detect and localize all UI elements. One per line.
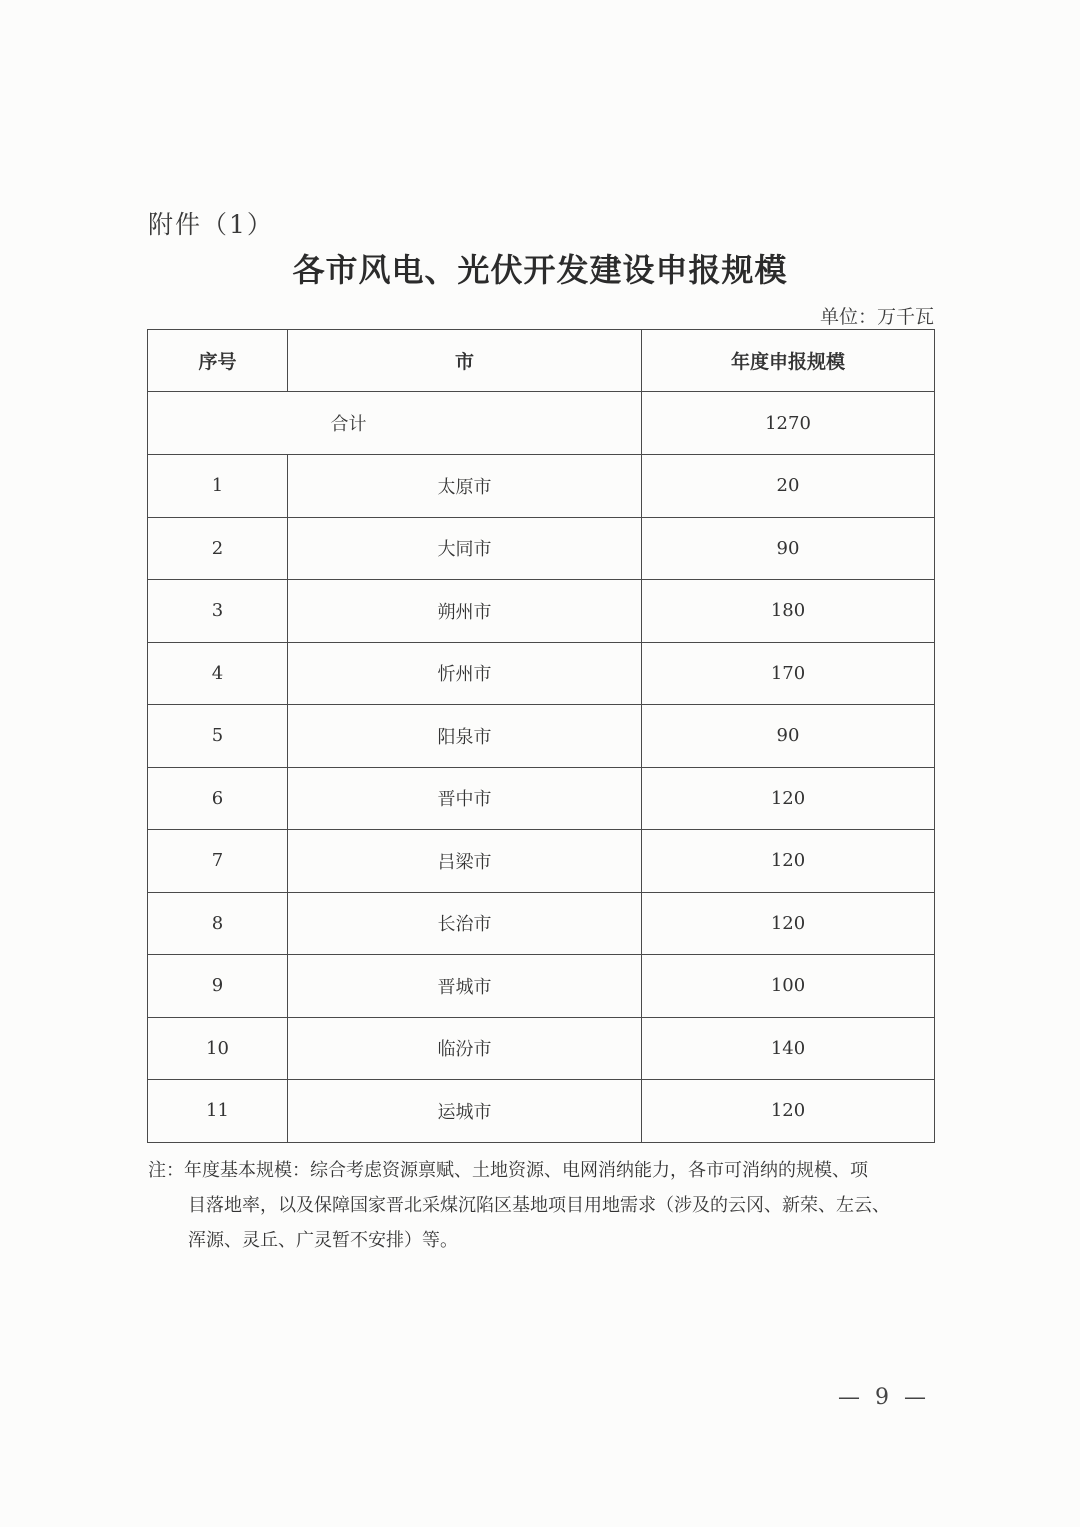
row-scale: 90 [642, 517, 935, 580]
row-city: 晋城市 [288, 955, 642, 1018]
row-scale: 120 [642, 892, 935, 955]
row-scale: 120 [642, 1080, 935, 1143]
table-row [148, 705, 935, 768]
row-scale: 90 [642, 705, 935, 768]
row-index: 6 [148, 767, 288, 830]
row-scale: 140 [642, 1017, 935, 1080]
row-index: 4 [148, 642, 288, 705]
row-index: 11 [148, 1080, 288, 1143]
table-row [148, 892, 935, 955]
table-row [148, 1017, 935, 1080]
row-city: 朔州市 [288, 580, 642, 643]
row-city: 大同市 [288, 517, 642, 580]
table-row [148, 580, 935, 643]
row-city: 临汾市 [288, 1017, 642, 1080]
header-index: 序号 [148, 330, 288, 392]
document-title: 各市风电、光伏开发建设申报规模 [292, 251, 788, 289]
footnote-line-1: 注：年度基本规模：综合考虑资源禀赋、土地资源、电网消纳能力，各市可消纳的规模、项 [148, 1160, 868, 1181]
row-city: 晋中市 [288, 767, 642, 830]
footnote-line-2: 目落地率，以及保障国家晋北采煤沉陷区基地项目用地需求（涉及的云冈、新荣、左云、 [188, 1195, 890, 1216]
row-index: 3 [148, 580, 288, 643]
row-city: 长治市 [288, 892, 642, 955]
row-scale: 120 [642, 767, 935, 830]
row-city: 运城市 [288, 1080, 642, 1143]
row-city: 吕梁市 [288, 830, 642, 893]
table-row [148, 830, 935, 893]
total-label: 合计 [148, 392, 642, 455]
row-scale: 100 [642, 955, 935, 1018]
row-city: 阳泉市 [288, 705, 642, 768]
unit-label: 单位：万千瓦 [819, 306, 934, 328]
table-row [148, 767, 935, 830]
row-index: 8 [148, 892, 288, 955]
total-value: 1270 [642, 392, 935, 455]
row-scale: 170 [642, 642, 935, 705]
row-index: 5 [148, 705, 288, 768]
table-row [148, 955, 935, 1018]
row-scale: 20 [642, 455, 935, 518]
scale-table [147, 329, 935, 1143]
row-scale: 120 [642, 830, 935, 893]
row-index: 10 [148, 1017, 288, 1080]
row-scale: 180 [642, 580, 935, 643]
row-city: 太原市 [288, 455, 642, 518]
table-row [148, 455, 935, 518]
table-row [148, 517, 935, 580]
row-index: 7 [148, 830, 288, 893]
table-header-row [148, 330, 935, 392]
total-row [148, 392, 935, 455]
header-scale: 年度申报规模 [642, 330, 935, 392]
table-row [148, 1080, 935, 1143]
header-city: 市 [288, 330, 642, 392]
row-city: 忻州市 [288, 642, 642, 705]
footnote-line-3: 浑源、灵丘、广灵暂不安排）等。 [188, 1230, 458, 1251]
row-index: 2 [148, 517, 288, 580]
row-index: 1 [148, 455, 288, 518]
footnote [148, 1153, 938, 1258]
attachment-label: 附件（1） [148, 210, 274, 239]
table-row [148, 642, 935, 705]
page-number: — 9 — [838, 1385, 930, 1410]
row-index: 9 [148, 955, 288, 1018]
